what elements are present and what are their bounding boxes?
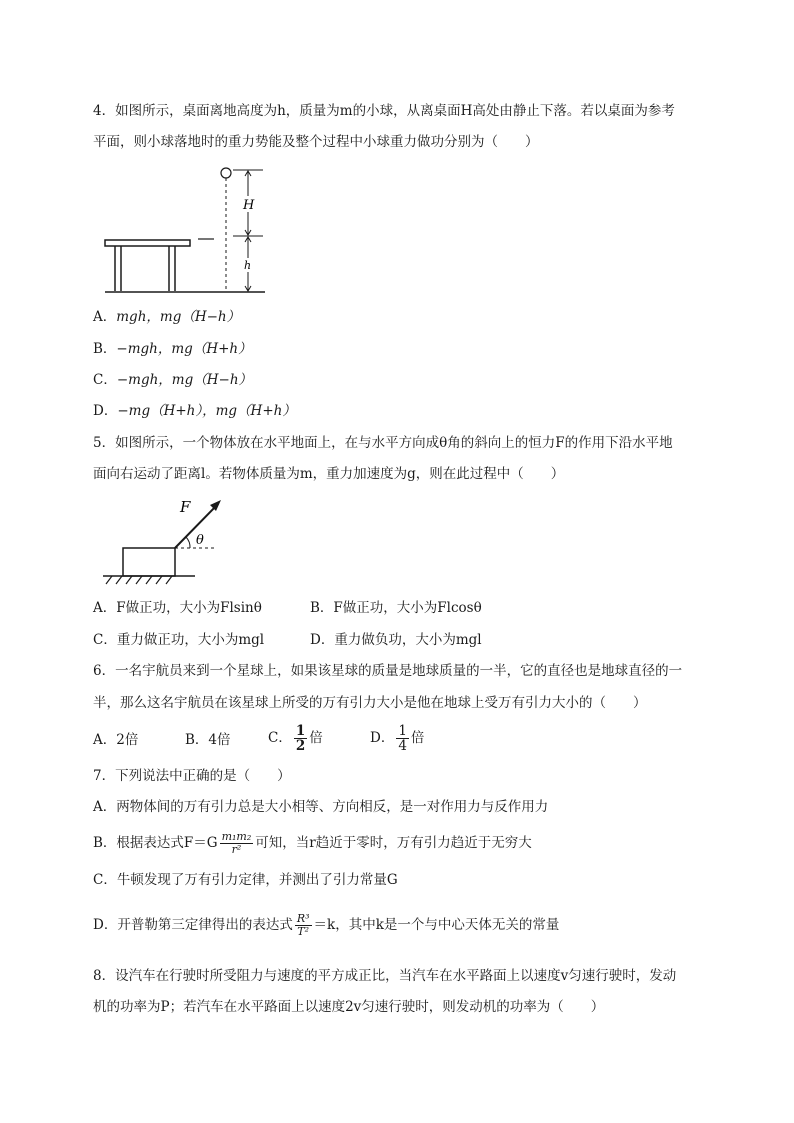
q5-stem-line1: 5．如图所示，一个物体放在水平地面上，在与水平方向成θ角的斜向上的恒力F的作用下沿水平地 xyxy=(93,435,673,451)
option-key: B． xyxy=(310,600,334,616)
option-text: −mgh，mg（H+h） xyxy=(116,341,252,357)
q4-figure-table-ball xyxy=(100,160,280,300)
q5-label-F: F xyxy=(180,498,191,516)
q6-option-c xyxy=(268,722,323,754)
fraction-numerator: 1 xyxy=(295,723,306,739)
option-text: 2倍 xyxy=(116,732,139,748)
q5-option-d xyxy=(310,630,482,650)
formula-prefix: D．开普勒第三定律得出的表达式 xyxy=(93,917,293,933)
formula-suffix: 可知，当r趋近于零时，万有引力趋近于无穷大 xyxy=(255,835,532,851)
option-text: −mgh，mg（H−h） xyxy=(116,372,253,388)
fraction-denominator: r² xyxy=(231,843,242,856)
fraction xyxy=(294,724,307,753)
fraction-numerator: m₁m₂ xyxy=(221,830,252,843)
q4-label-H: H xyxy=(243,198,255,213)
q5-option-b xyxy=(310,598,482,618)
option-key: A． xyxy=(93,309,117,325)
option-text: 4倍 xyxy=(208,732,231,748)
option-key: D． xyxy=(93,403,118,419)
fraction xyxy=(295,913,312,938)
option-text: −mg（H+h），mg（H+h） xyxy=(117,403,296,419)
q4-label-h: h xyxy=(244,259,252,272)
fraction xyxy=(220,831,254,856)
fraction-numerator: 1 xyxy=(398,723,407,739)
q7-option-b xyxy=(93,826,532,860)
q5-figure-block-force xyxy=(100,490,230,590)
q4-option-b xyxy=(93,339,252,359)
q6-option-d xyxy=(370,722,424,754)
q4-stem-line1: 4．如图所示，桌面离地高度为h，质量为m的小球，从离桌面H高处由静止下落。若以桌面为参考 xyxy=(93,103,675,119)
option-key: C． xyxy=(268,730,292,746)
option-key: A． xyxy=(93,600,117,616)
option-key: B． xyxy=(185,732,209,748)
option-suffix: 倍 xyxy=(410,730,425,746)
q4-option-a xyxy=(93,307,240,327)
fraction-numerator: R³ xyxy=(296,912,310,925)
option-key: C． xyxy=(93,372,117,388)
q6-stem-line2: 半，那么这名宇航员在该星球上所受的万有引力大小是他在地球上受万有引力大小的（ ） xyxy=(93,695,647,711)
q8-stem-line1: 8．设汽车在行驶时所受阻力与速度的平方成正比，当汽车在水平路面上以速度v匀速行驶时，发动 xyxy=(93,968,677,984)
option-text: mgh，mg（H−h） xyxy=(116,309,241,325)
formula-prefix: B．根据表达式F＝G xyxy=(93,835,218,851)
q7-option-d xyxy=(93,908,559,942)
option-text: 重力做正功，大小为mgl xyxy=(116,632,265,648)
fraction-denominator: 4 xyxy=(398,738,407,754)
option-key: C． xyxy=(93,632,117,648)
q5-option-c xyxy=(93,630,264,650)
fraction-denominator: T² xyxy=(297,925,310,938)
fraction xyxy=(396,724,409,753)
option-key: D． xyxy=(370,730,395,746)
q6-option-a xyxy=(93,730,138,750)
option-text: F做正功，大小为Flsinθ xyxy=(116,600,262,616)
q4-option-c xyxy=(93,370,252,390)
q7-option-c: C．牛顿发现了万有引力定律，并测出了引力常量G xyxy=(93,872,398,888)
option-key: A． xyxy=(93,732,117,748)
q4-option-d xyxy=(93,401,296,421)
q5-label-theta: θ xyxy=(196,533,204,548)
q6-option-b xyxy=(185,730,231,750)
formula-suffix: ＝k，其中k是一个与中心天体无关的常量 xyxy=(313,917,560,933)
option-text: 重力做负功，大小为mgl xyxy=(334,632,482,648)
option-key: B． xyxy=(93,341,117,357)
q7-option-a: A．两物体间的万有引力总是大小相等、方向相反，是一对作用力与反作用力 xyxy=(93,799,549,815)
q5-option-a xyxy=(93,598,262,618)
q5-stem-line2: 面向右运动了距离l。若物体质量为m，重力加速度为g，则在此过程中（ ） xyxy=(93,466,565,482)
q8-stem-line2: 机的功率为P；若汽车在水平路面上以速度2v匀速行驶时，则发动机的功率为（ ） xyxy=(93,999,605,1015)
fraction-denominator: 2 xyxy=(295,738,306,754)
q4-stem-line2: 平面，则小球落地时的重力势能及整个过程中小球重力做功分别为（ ） xyxy=(93,134,539,150)
q6-stem-line1: 6．一名宇航员来到一个星球上，如果该星球的质量是地球质量的一半，它的直径也是地球直径的一 xyxy=(93,663,683,679)
q7-stem: 7．下列说法中正确的是（ ） xyxy=(93,768,291,784)
option-suffix: 倍 xyxy=(309,730,323,746)
option-text: F做正功，大小为Flcosθ xyxy=(333,600,482,616)
option-key: D． xyxy=(310,632,335,648)
